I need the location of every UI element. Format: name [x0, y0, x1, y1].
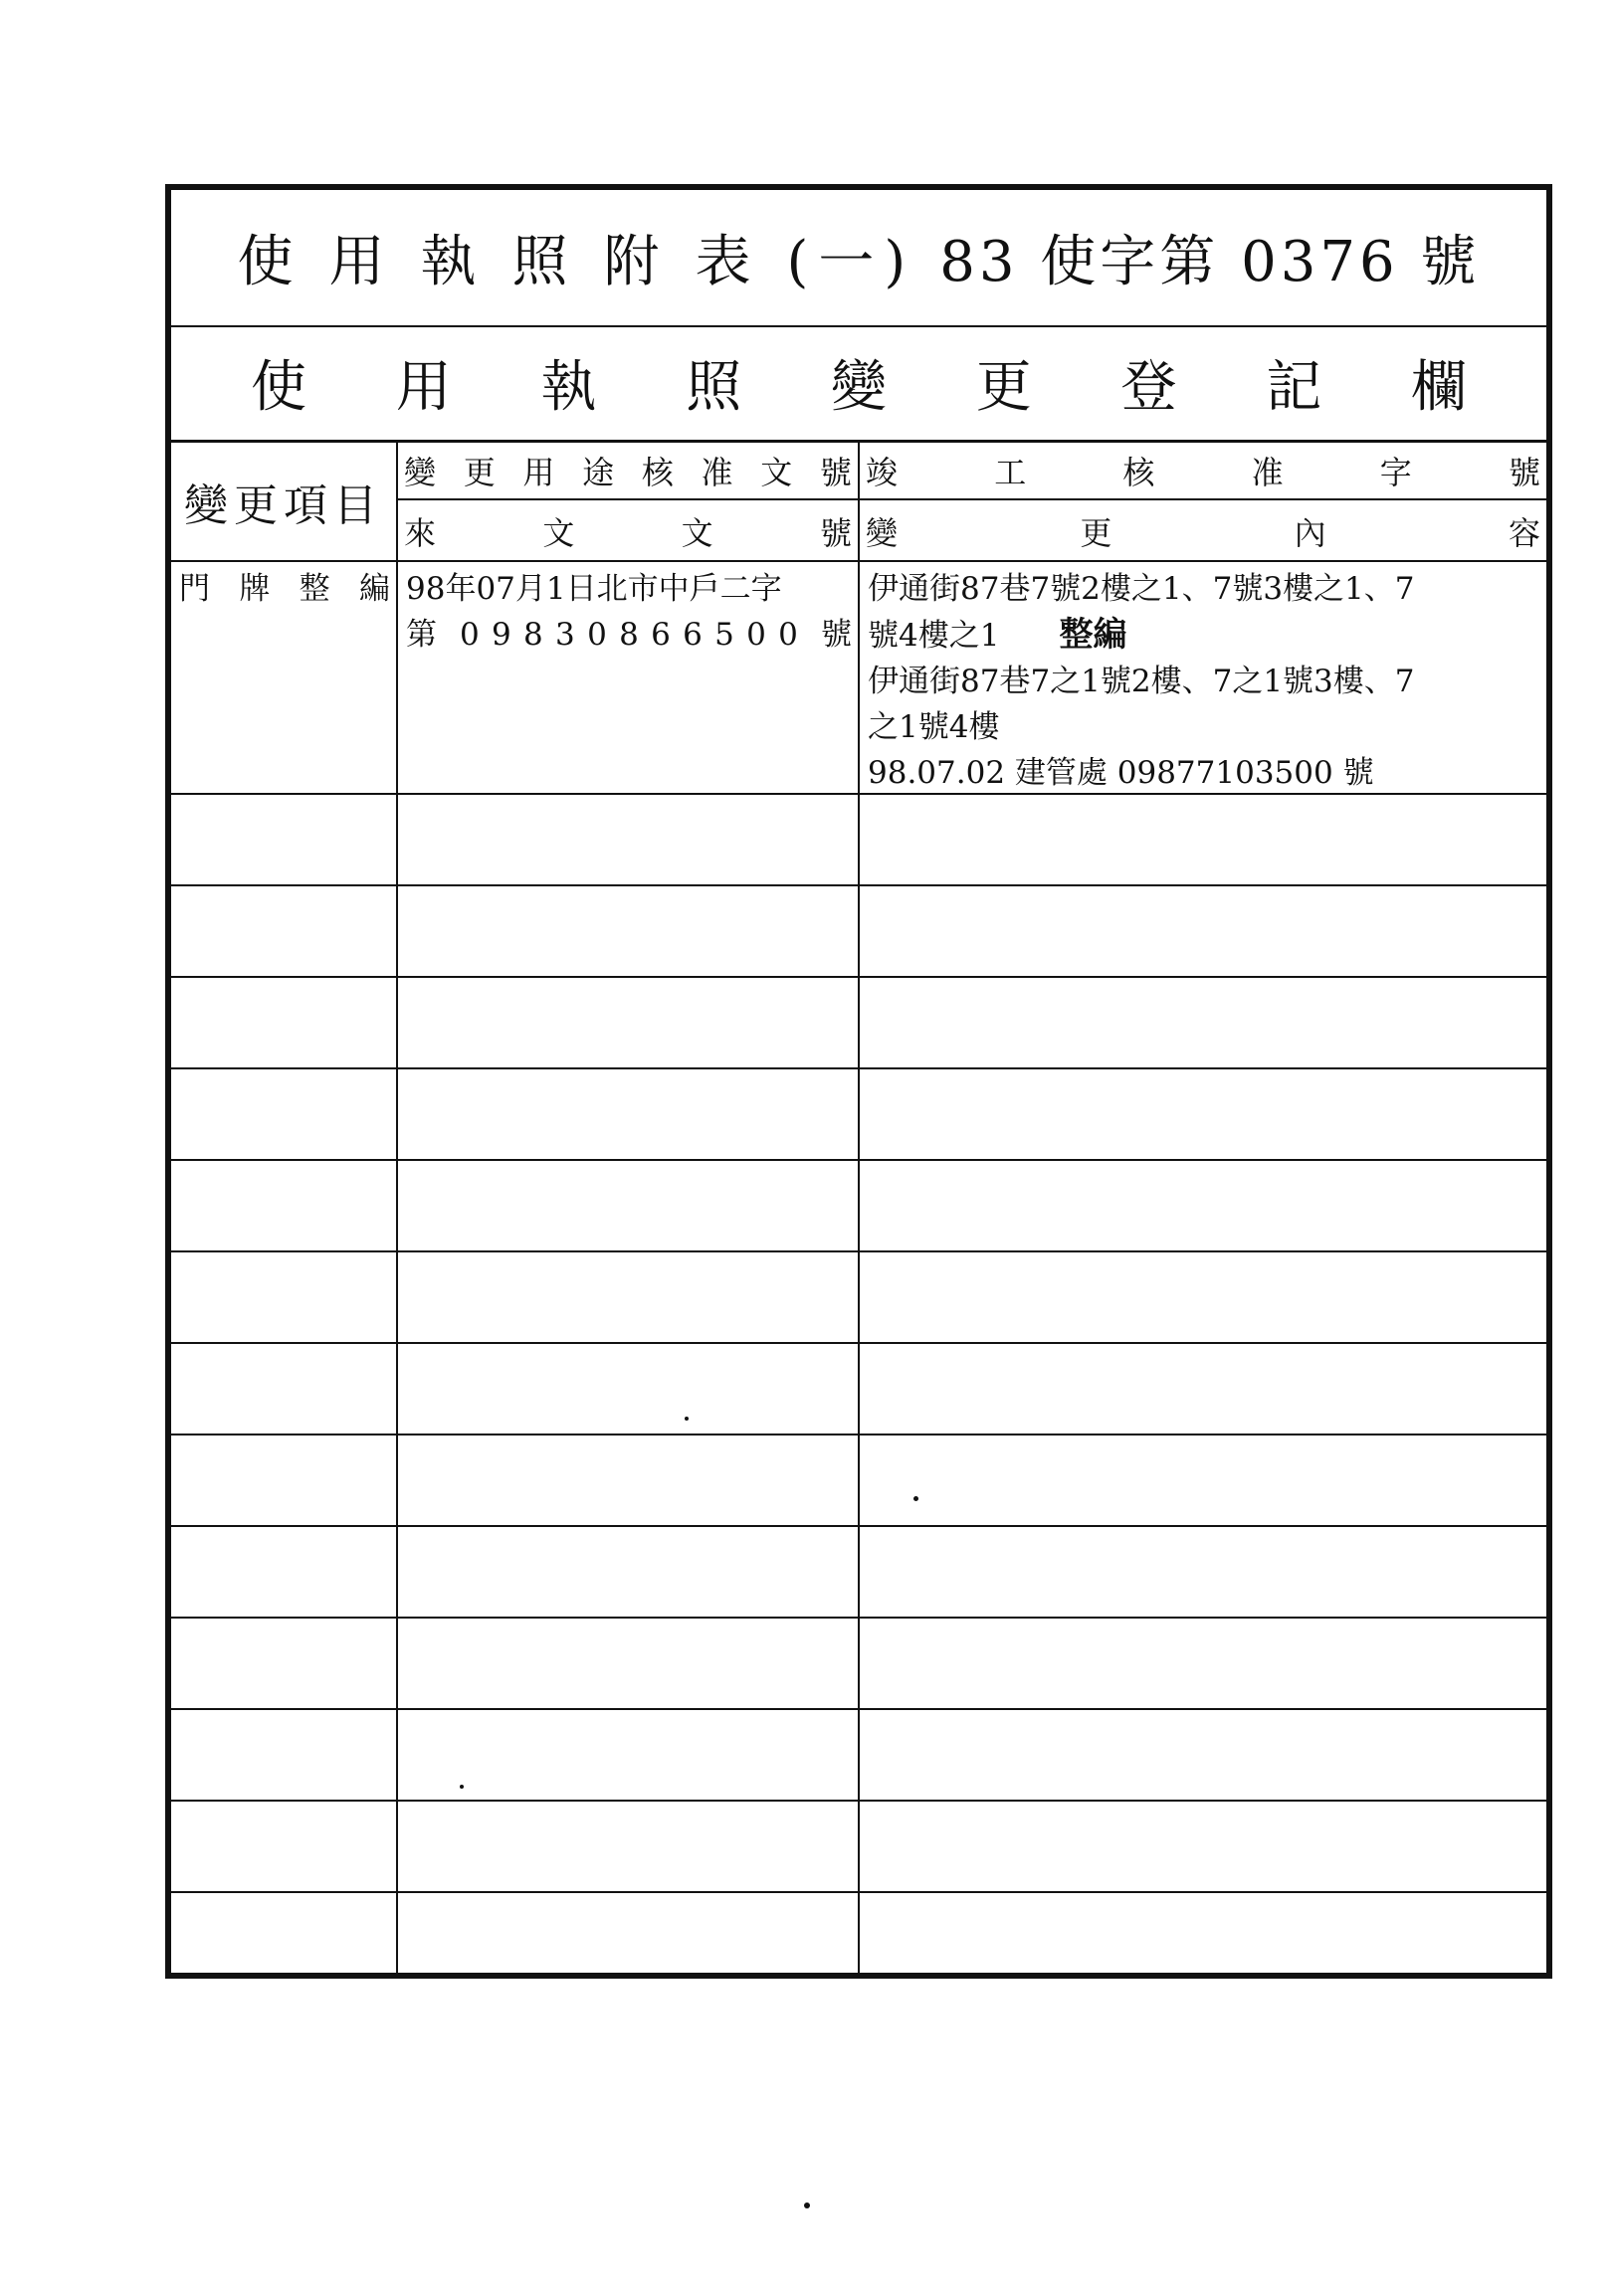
subtitle-char: 記 [1266, 354, 1322, 420]
subtitle-char: 欄 [1411, 354, 1467, 420]
doc-no-prefix: 第 [406, 617, 437, 653]
spread-char: 0 [746, 617, 766, 653]
spread-char: 核 [641, 454, 674, 491]
header-incoming-doc-no [398, 502, 858, 560]
row-divider [171, 1067, 1546, 1069]
table-body [171, 560, 1546, 1973]
spread-char: 內 [1294, 514, 1326, 552]
row-divider [171, 884, 1546, 886]
spread-char: 變 [866, 514, 899, 552]
form-title [171, 190, 1546, 327]
spread-char: 牌 [239, 571, 271, 607]
spread-char: 更 [463, 454, 496, 491]
spread-char: 用 [522, 454, 555, 491]
doc-no-number [460, 612, 798, 658]
spread-char: 文 [542, 514, 575, 552]
row-divider [171, 1250, 1546, 1252]
row-divider [171, 1434, 1546, 1435]
subtitle-char: 更 [975, 354, 1032, 420]
spread-char: 8 [619, 617, 639, 653]
row-divider [171, 1708, 1546, 1710]
row-item [179, 566, 390, 612]
spread-char: 號 [1508, 454, 1540, 491]
spread-char: 0 [587, 617, 607, 653]
title-main: 使用執照附表 [237, 230, 787, 294]
spread-char: 0 [778, 617, 798, 653]
header-doc-numbers [398, 443, 860, 560]
row-doc-no [406, 566, 852, 658]
change-tag: 整編 [1059, 615, 1127, 655]
spread-char: 9 [492, 617, 511, 653]
change-line3: 伊通街87巷7之1號2樓、7之1號3樓、7 [868, 664, 1415, 699]
spread-char: 3 [555, 617, 575, 653]
scan-speck [460, 1785, 464, 1789]
spread-char: 0 [460, 617, 480, 653]
change-line2: 號4樓之1 [868, 618, 1000, 654]
subtitle-char: 變 [831, 354, 887, 420]
doc-no-line1: 98年07月1日北市中戶二字 [406, 571, 782, 607]
spread-char: 變 [404, 454, 437, 491]
row-divider [171, 1342, 1546, 1344]
header-completion-no [860, 443, 1546, 500]
doc-no-line2 [406, 612, 852, 658]
spread-char: 文 [760, 454, 793, 491]
spread-char: 編 [358, 571, 390, 607]
spread-char: 號 [819, 514, 852, 552]
spread-char: 號 [819, 454, 852, 491]
scan-speck [685, 1417, 689, 1421]
subtitle-char: 登 [1120, 354, 1177, 420]
header-change-info [860, 443, 1546, 560]
license-number: 83 使字第 0376 號 [939, 230, 1481, 294]
row-change-content [868, 566, 1544, 796]
change-line1: 伊通街87巷7號2樓之1、7號3樓之1、7 [868, 571, 1415, 607]
scan-speck [804, 2202, 810, 2208]
title-paren: (一) [786, 230, 916, 294]
form-subtitle [171, 325, 1546, 443]
change-line4: 之1號4樓 [868, 709, 1000, 745]
header-item: 變更項目 [171, 443, 398, 560]
spread-char: 6 [683, 617, 703, 653]
spread-char: 核 [1122, 454, 1155, 491]
header-change-content [860, 502, 1546, 560]
spread-char: 門 [179, 571, 210, 607]
spread-char: 整 [299, 571, 330, 607]
row-divider [171, 976, 1546, 978]
subtitle-char: 照 [686, 354, 742, 420]
spread-char: 途 [582, 454, 615, 491]
scan-speck [913, 1496, 918, 1501]
doc-no-suffix: 號 [821, 617, 852, 653]
spread-char: 來 [404, 514, 437, 552]
row-divider [171, 1159, 1546, 1161]
column-divider [858, 560, 860, 1973]
column-divider [396, 560, 398, 1973]
table-header [171, 443, 1546, 562]
row-divider [171, 1525, 1546, 1527]
spread-char: 工 [994, 454, 1027, 491]
change-registration-form [165, 184, 1552, 1979]
spread-char: 准 [701, 454, 733, 491]
spread-char: 容 [1508, 514, 1540, 552]
subtitle-char: 使 [251, 354, 306, 420]
change-line2-wrap [868, 612, 1544, 659]
row-divider [171, 1891, 1546, 1893]
header-approval-doc-no [398, 443, 858, 500]
change-line5: 98.07.02 建管處 09877103500 號 [868, 755, 1374, 791]
row-divider [171, 1800, 1546, 1802]
spread-char: 更 [1080, 514, 1112, 552]
subtitle-char: 執 [540, 354, 597, 420]
spread-char: 竣 [866, 454, 899, 491]
spread-char: 8 [523, 617, 543, 653]
subtitle-char: 用 [395, 354, 452, 420]
row-divider [171, 793, 1546, 795]
spread-char: 准 [1251, 454, 1284, 491]
row-divider [171, 1617, 1546, 1619]
spread-char: 文 [681, 514, 713, 552]
spread-char: 5 [714, 617, 734, 653]
spread-char: 6 [651, 617, 671, 653]
spread-char: 字 [1379, 454, 1412, 491]
